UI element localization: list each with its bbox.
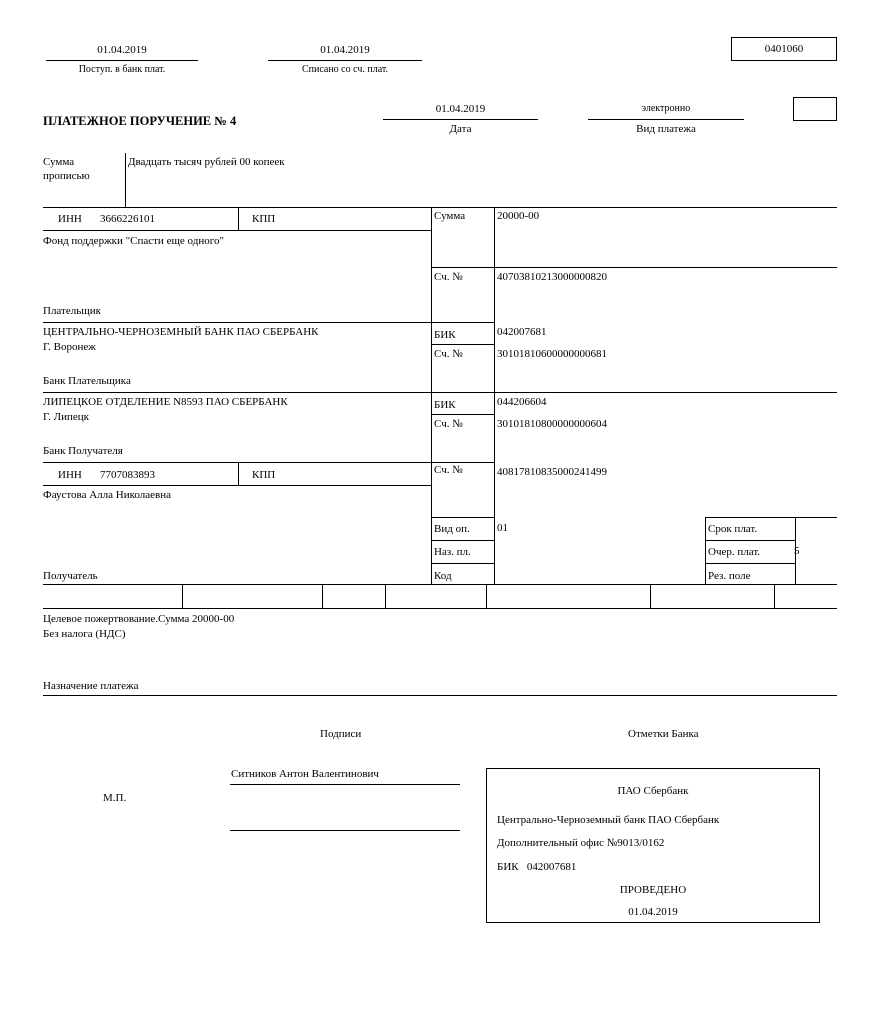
payer-bank-bik-label: БИК bbox=[434, 329, 456, 341]
payment-type-line bbox=[588, 119, 744, 120]
received-date: 01.04.2019 bbox=[97, 44, 147, 56]
codes-mid-line-left bbox=[431, 540, 494, 541]
page-title: ПЛАТЕЖНОЕ ПОРУЧЕНИЕ № 4 bbox=[43, 114, 237, 128]
tax-cell-6 bbox=[774, 584, 775, 608]
debited-date: 01.04.2019 bbox=[320, 44, 370, 56]
codes-low-line-right bbox=[705, 563, 795, 564]
tax-cell-5 bbox=[650, 584, 651, 608]
payer-bank-city: Г. Воронеж bbox=[43, 341, 96, 353]
codes-col-a bbox=[705, 517, 706, 584]
payer-section-line bbox=[43, 322, 494, 323]
sum-label: Сумма bbox=[434, 210, 466, 222]
payer-bank-name: ЦЕНТРАЛЬНО-ЧЕРНОЗЕМНЫЙ БАНК ПАО СБЕРБАНК bbox=[43, 326, 319, 338]
grid-top-line bbox=[43, 207, 837, 208]
payee-kpp-label: КПП bbox=[252, 469, 276, 481]
debited-label: Списано со сч. плат. bbox=[301, 64, 389, 75]
grid-col-right bbox=[494, 207, 495, 584]
tax-row-top-line bbox=[43, 584, 837, 585]
payee-bank-bik: 044206604 bbox=[497, 396, 547, 408]
payer-inn-kpp-divider bbox=[238, 207, 239, 230]
naz-pl-label: Наз. пл. bbox=[434, 546, 471, 558]
payee-bank-label: Банк Получателя bbox=[43, 445, 123, 457]
sum-words-label-1: Сумма bbox=[43, 156, 75, 168]
sum-words-divider bbox=[125, 153, 126, 207]
signer-name: Ситников Антон Валентинович bbox=[231, 768, 379, 780]
payee-inn: 7707083893 bbox=[100, 469, 155, 481]
payee-inn-label: ИНН bbox=[58, 469, 82, 481]
sum-label-row-line bbox=[431, 267, 494, 268]
mp-label: М.П. bbox=[103, 792, 127, 804]
tax-cell-3 bbox=[385, 584, 386, 608]
bank-marks-label: Отметки Банка bbox=[628, 728, 699, 740]
payee-bank-account-label: Сч. № bbox=[434, 418, 463, 430]
payment-type: электронно bbox=[641, 103, 691, 114]
payee-inn-kpp-divider bbox=[238, 462, 239, 485]
signer-line-1 bbox=[230, 784, 460, 785]
payee-bank-section-line bbox=[43, 462, 494, 463]
stamp-branch: Центрально-Черноземный банк ПАО Сбербанк bbox=[497, 814, 720, 826]
status-box bbox=[793, 97, 837, 121]
ocher-value: 5 bbox=[794, 545, 800, 557]
payment-type-label: Вид платежа bbox=[636, 123, 696, 135]
sum-value: 20000-00 bbox=[497, 210, 540, 222]
payer-name: Фонд поддержки "Спасти еще одного" bbox=[43, 235, 224, 247]
payee-label: Получатель bbox=[43, 570, 98, 582]
srok-label: Срок плат. bbox=[708, 523, 758, 535]
payer-inn-label: ИНН bbox=[58, 213, 82, 225]
payer-inn-row-line bbox=[43, 230, 431, 231]
doc-date-line bbox=[383, 119, 538, 120]
tax-cell-4 bbox=[486, 584, 487, 608]
received-label: Поступ. в банк плат. bbox=[78, 64, 166, 75]
received-date-line bbox=[46, 60, 198, 61]
kod-label: Код bbox=[434, 570, 452, 582]
purpose-label: Назначение платежа bbox=[43, 680, 139, 692]
payee-bank-bik-label: БИК bbox=[434, 399, 456, 411]
purpose-line-2: Без налога (НДС) bbox=[43, 628, 126, 640]
payer-bank-account-label: Сч. № bbox=[434, 348, 463, 360]
doc-date-label: Дата bbox=[449, 123, 472, 135]
vid-op-label: Вид оп. bbox=[434, 523, 470, 535]
vid-op-value: 01 bbox=[497, 522, 508, 534]
stamp-bank: ПАО Сбербанк bbox=[617, 785, 689, 797]
payer-bank-section-line bbox=[43, 392, 837, 393]
stamp-status: ПРОВЕДЕНО bbox=[619, 884, 687, 896]
payer-account-label: Сч. № bbox=[434, 271, 463, 283]
sum-words-label-2: прописью bbox=[43, 170, 90, 182]
payer-account: 40703810213000000820 bbox=[497, 271, 607, 283]
codes-mid-line-right bbox=[705, 540, 795, 541]
payee-name: Фаустова Алла Николаевна bbox=[43, 489, 171, 501]
payer-kpp-label: КПП bbox=[252, 213, 276, 225]
payer-bank-bik: 042007681 bbox=[497, 326, 547, 338]
payee-inn-row-line bbox=[43, 485, 431, 486]
signatures-label: Подписи bbox=[320, 728, 362, 740]
payer-inn: 3666226101 bbox=[100, 213, 155, 225]
purpose-line-1: Целевое пожертвование.Сумма 20000-00 bbox=[43, 613, 235, 625]
signer-line-2 bbox=[230, 830, 460, 831]
purpose-line bbox=[43, 695, 837, 696]
ocher-label: Очер. плат. bbox=[708, 546, 761, 558]
payer-label: Плательщик bbox=[43, 305, 101, 317]
tax-cell-1 bbox=[182, 584, 183, 608]
doc-date: 01.04.2019 bbox=[435, 103, 486, 115]
payee-account-label: Сч. № bbox=[434, 464, 463, 476]
tax-row-bottom-line bbox=[43, 608, 837, 609]
codes-top-line-left bbox=[431, 517, 494, 518]
form-code: 0401060 bbox=[764, 43, 804, 55]
payee-bank-account: 30101810800000000604 bbox=[497, 418, 607, 430]
codes-low-line-left bbox=[431, 563, 494, 564]
rez-label: Рез. поле bbox=[708, 570, 751, 582]
stamp-date: 01.04.2019 bbox=[628, 906, 678, 918]
payer-bank-label: Банк Плательщика bbox=[43, 375, 131, 387]
payer-bank-account: 30101810600000000681 bbox=[497, 348, 607, 360]
sum-words-value: Двадцать тысяч рублей 00 копеек bbox=[128, 156, 285, 168]
tax-cell-2 bbox=[322, 584, 323, 608]
sum-row-line bbox=[494, 267, 837, 268]
codes-top-line-right bbox=[705, 517, 837, 518]
grid-col-left bbox=[431, 207, 432, 584]
debited-date-line bbox=[268, 60, 422, 61]
payee-account: 40817810835000241499 bbox=[497, 466, 607, 478]
payee-bank-bik-line bbox=[431, 414, 494, 415]
payee-bank-city: Г. Липецк bbox=[43, 411, 89, 423]
stamp-office: Дополнительный офис №9013/0162 bbox=[497, 837, 665, 849]
payer-bank-bik-line bbox=[431, 344, 494, 345]
payee-bank-name: ЛИПЕЦКОЕ ОТДЕЛЕНИЕ N8593 ПАО СБЕРБАНК bbox=[43, 396, 288, 408]
stamp-bik: БИК 042007681 bbox=[497, 861, 577, 873]
